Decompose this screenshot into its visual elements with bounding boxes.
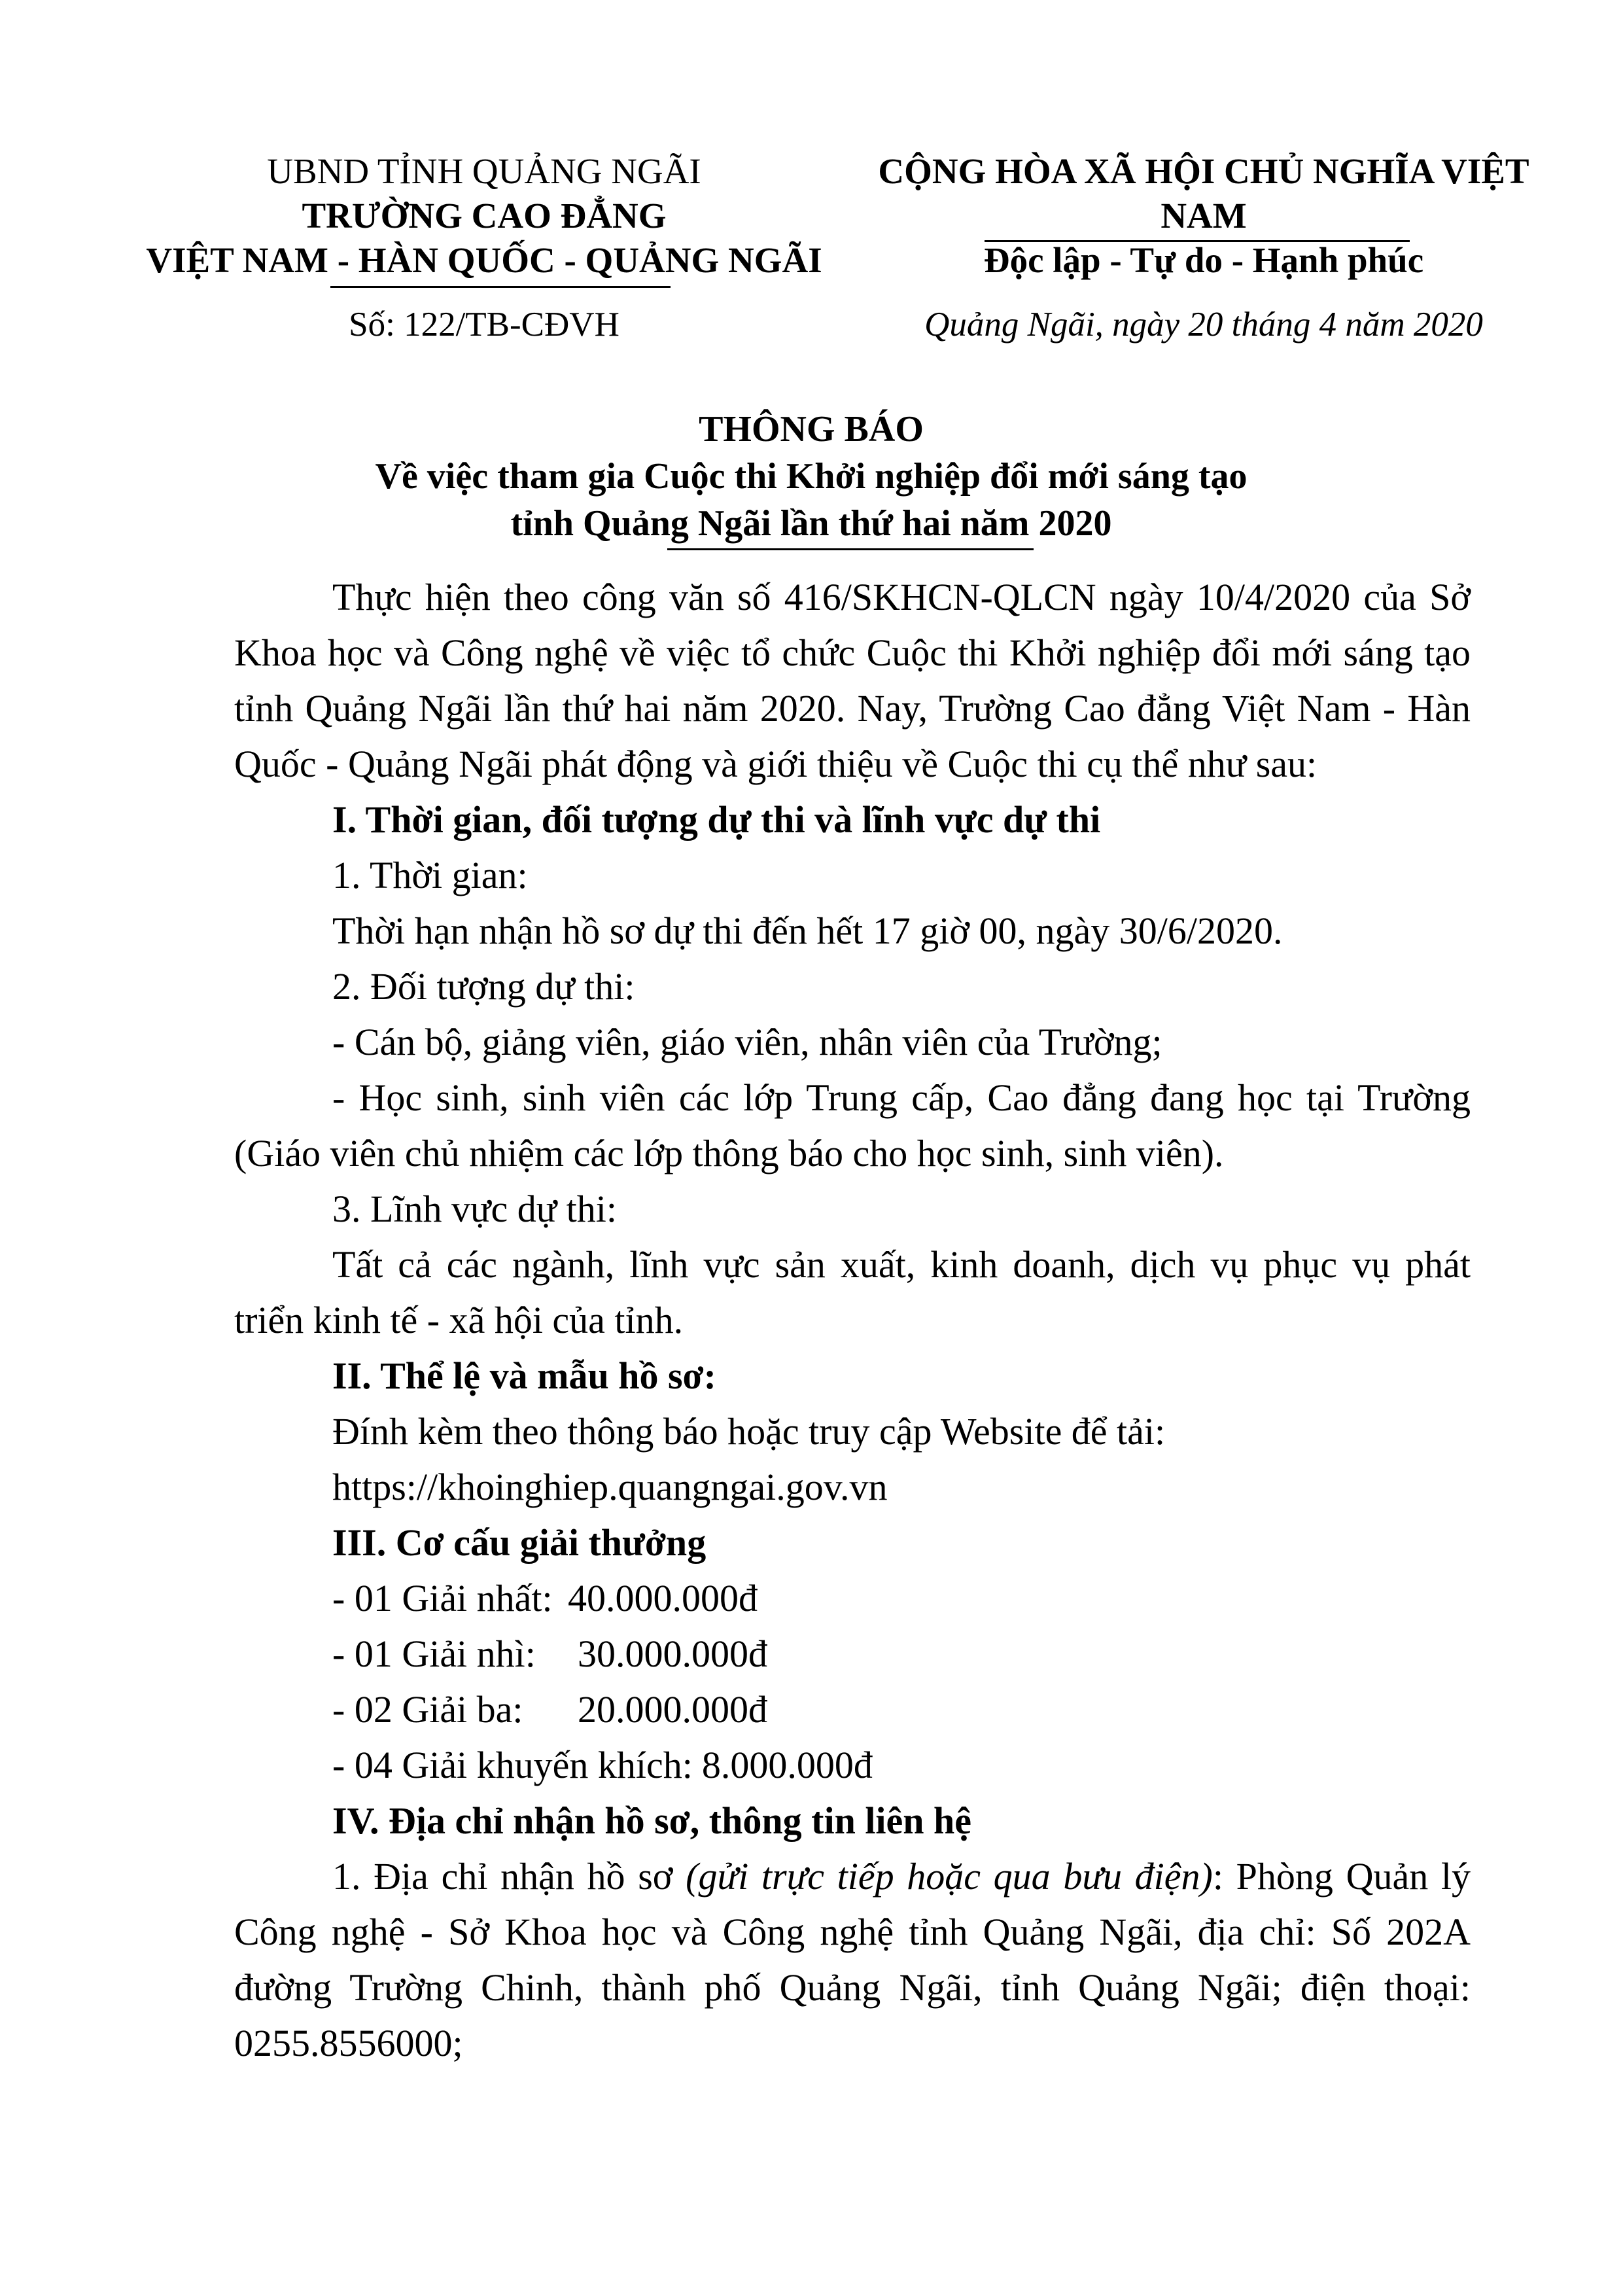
- section-4-heading: IV. Địa chỉ nhận hồ sơ, thông tin liên hệ: [332, 1799, 972, 1842]
- section-1-sub-3-text: Tất cả các ngành, lĩnh vực sản xuất, kinh doanh, dịch vụ phục vụ phát triển kinh tế - xã hội của tỉnh.: [234, 1243, 1471, 1341]
- section-1-sub-1: 1. Thời gian:: [332, 854, 528, 896]
- issuing-organization: [137, 149, 831, 283]
- section-1-sub-3: 3. Lĩnh vực dự thi:: [332, 1188, 617, 1230]
- org-line-3: VIỆT NAM - HÀN QUỐC - QUẢNG NGÃI: [146, 240, 822, 280]
- title-line-2: Về việc tham gia Cuộc thi Khởi nghiệp đổi mới sáng tạo: [375, 456, 1248, 497]
- notice-title: [170, 406, 1452, 547]
- national-motto: [850, 149, 1557, 283]
- title-underline: [667, 548, 1034, 550]
- section-1-heading: I. Thời gian, đối tượng dự thi và lĩnh vực dự thi: [332, 798, 1101, 841]
- title-line-1: THÔNG BÁO: [699, 409, 924, 450]
- nation-line-2: Độc lập - Tự do - Hạnh phúc: [983, 240, 1424, 280]
- org-line-2: TRƯỜNG CAO ĐẲNG: [302, 196, 667, 236]
- section-1-sub-1-text: Thời hạn nhận hồ sơ dự thi đến hết 17 giờ 00, ngày 30/6/2020.: [332, 910, 1283, 952]
- section-4-item-1-rest: : Phòng Quản lý Công nghệ - Sở Khoa học và Công nghệ tỉnh Quảng Ngãi, địa chỉ: Số 202A đường Trường Chinh, thành phố Quảng Ngãi, tỉnh Quảng Ngãi; điện thoại: 0255.8556000;: [234, 1855, 1471, 2064]
- prize-label: - 02 Giải ba:: [332, 1688, 523, 1731]
- intro-paragraph: Thực hiện theo công văn số 416/SKHCN-QLCN ngày 10/4/2020 của Sở Khoa học và Công nghệ về việc tổ chức Cuộc thi Khởi nghiệp đổi mới sáng tạo tỉnh Quảng Ngãi lần thứ hai năm 2020. Nay, Trường Cao đẳng Việt Nam - Hàn Quốc - Quảng Ngãi phát động và giới thiệu về Cuộc thi cụ thể như sau:: [234, 576, 1471, 785]
- document-date: Quảng Ngãi, ngày 20 tháng 4 năm 2020: [924, 306, 1483, 344]
- document-number: Số: 122/TB-CĐVH: [349, 306, 620, 344]
- prize-label: - 01 Giải nhất:: [332, 1577, 553, 1619]
- org-underline: [330, 286, 671, 288]
- section-2-url: https://khoinghiep.quangngai.gov.vn: [332, 1466, 888, 1508]
- org-line-1: UBND TỈNH QUẢNG NGÃI: [267, 151, 701, 191]
- prize-amount: 20.000.000đ: [578, 1688, 767, 1731]
- section-4-item-1: [234, 1848, 1471, 2071]
- section-1-sub-2: 2. Đối tượng dự thi:: [332, 965, 635, 1008]
- section-2-text: Đính kèm theo thông báo hoặc truy cập Website để tải:: [332, 1410, 1166, 1453]
- nation-line-1: CỘNG HÒA XÃ HỘI CHỦ NGHĨA VIỆT NAM: [878, 151, 1529, 236]
- prize-item: [234, 1570, 1471, 1626]
- prize-amount: 30.000.000đ: [578, 1633, 767, 1675]
- notice-body: [234, 569, 1471, 2071]
- prize-label: - 01 Giải nhì:: [332, 1633, 536, 1675]
- section-4-item-1-note: (gửi trực tiếp hoặc qua bưu điện): [686, 1855, 1213, 1898]
- section-2-heading: II. Thể lệ và mẫu hồ sơ:: [332, 1354, 716, 1397]
- prize-amount: 8.000.000đ: [701, 1744, 873, 1786]
- title-line-3: tỉnh Quảng Ngãi lần thứ hai năm 2020: [510, 503, 1112, 544]
- prize-item: [234, 1626, 1471, 1682]
- section-4-item-1-prefix: 1. Địa chỉ nhận hồ sơ: [332, 1855, 686, 1898]
- prize-item: [234, 1682, 1471, 1737]
- motto-underline: [985, 240, 1410, 242]
- section-3-heading: III. Cơ cấu giải thưởng: [332, 1521, 707, 1564]
- prize-amount: 40.000.000đ: [568, 1577, 758, 1619]
- prize-label: - 04 Giải khuyến khích:: [332, 1744, 693, 1786]
- section-1-sub-2-item-1: - Cán bộ, giảng viên, giáo viên, nhân viên của Trường;: [332, 1021, 1162, 1063]
- section-1-sub-2-item-2: - Học sinh, sinh viên các lớp Trung cấp, Cao đẳng đang học tại Trường (Giáo viên chủ nhiệm các lớp thông báo cho học sinh, sinh viên).: [234, 1076, 1471, 1174]
- prize-item: [234, 1737, 1471, 1793]
